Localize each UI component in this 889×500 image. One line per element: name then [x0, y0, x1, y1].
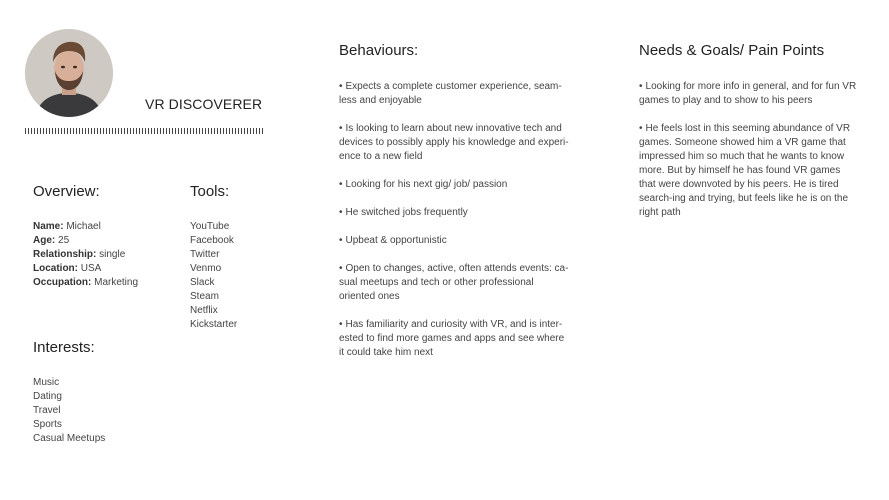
interest-item: Music	[33, 377, 60, 388]
tool-item: Netflix	[190, 305, 218, 316]
overview-heading: Overview:	[33, 183, 100, 200]
behaviour-item: • Is looking to learn about new innovative tech and devices to possibly apply his knowledge and experi-ence to a new field	[339, 123, 569, 162]
need-item: • He feels lost in this seeming abundance of VR games. Someone showed him a VR game that impressed him so much that he wants to know more. But by himself he has found VR games that were downvoted by his peers. He is tired search-ing and trying, but feels like he is on the right path	[639, 123, 851, 218]
behaviour-item: • Open to changes, active, often attends events: ca-sual meetups and tech or other professional oriented ones	[339, 263, 569, 302]
overview-field-relationship: Relationship: single	[33, 249, 126, 260]
need-item: • Looking for more info in general, and for fun VR games to play and to show to his peers	[639, 81, 857, 106]
interest-item: Travel	[33, 405, 61, 416]
behaviours-list	[339, 80, 571, 374]
tool-item: Slack	[190, 277, 215, 288]
behaviour-item: • Looking for his next gig/ job/ passion	[339, 179, 508, 190]
needs-heading: Needs & Goals/ Pain Points	[639, 42, 825, 59]
interest-item: Casual Meetups	[33, 433, 106, 444]
behaviour-item: • Upbeat & opportunistic	[339, 235, 447, 246]
avatar	[25, 29, 113, 117]
behaviours-heading: Behaviours:	[339, 42, 419, 59]
needs-list	[639, 80, 859, 234]
overview-field-location: Location: USA	[33, 263, 102, 274]
overview-field-occupation: Occupation: Marketing	[33, 277, 139, 288]
interests-list	[33, 376, 105, 446]
overview-field-age: Age: 25	[33, 235, 70, 246]
behaviour-item: • Expects a complete customer experience, seam-less and enjoyable	[339, 81, 562, 106]
divider-bar	[25, 128, 263, 134]
tool-item: Venmo	[190, 263, 222, 274]
tool-item: Steam	[190, 291, 219, 302]
interest-item: Sports	[33, 419, 62, 430]
overview-list	[33, 220, 183, 290]
tool-item: Facebook	[190, 235, 234, 246]
interests-heading: Interests:	[33, 339, 95, 356]
behaviour-item: • He switched jobs frequently	[339, 207, 468, 218]
tool-item: YouTube	[190, 221, 230, 232]
tool-item: Kickstarter	[190, 319, 238, 330]
behaviour-item: • Has familiarity and curiosity with VR, and is inter-ested to find more games and apps and see where it could take him next	[339, 319, 565, 358]
interest-item: Dating	[33, 391, 62, 402]
tools-list	[190, 220, 237, 332]
tool-item: Twitter	[190, 249, 220, 260]
tools-heading: Tools:	[190, 183, 230, 200]
overview-field-name: Name: Michael	[33, 221, 101, 232]
avatar-photo	[25, 29, 113, 117]
persona-title: VR DISCOVERER	[145, 96, 263, 112]
